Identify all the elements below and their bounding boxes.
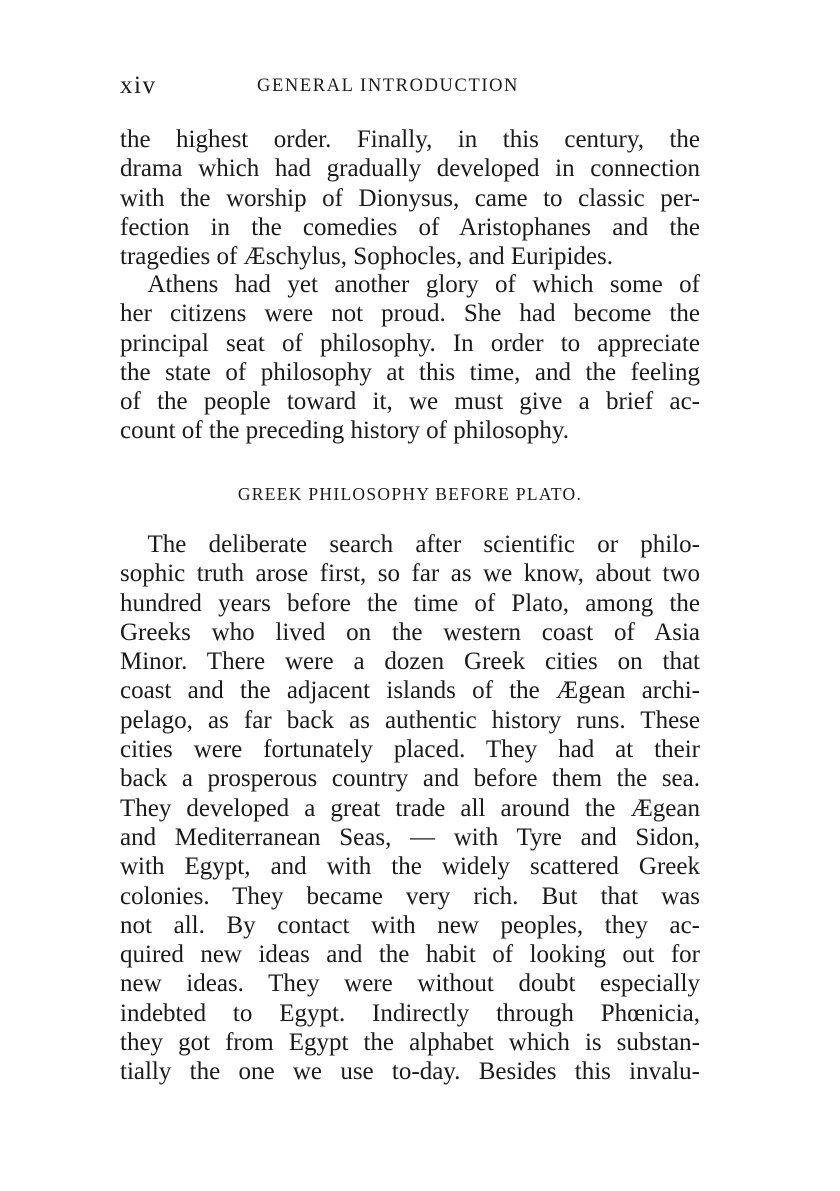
- text-line: with Egypt, and with the widely scattered Greek: [120, 853, 700, 881]
- paragraph-philosophy-seat: [120, 270, 700, 446]
- text-line: Greeks who lived on the western coast of Asia: [120, 618, 700, 646]
- text-line: back a prosperous country and before them the sea.: [120, 765, 700, 793]
- text-line: quired new ideas and the habit of looking out for: [120, 941, 700, 969]
- running-title: GENERAL INTRODUCTION: [257, 76, 520, 96]
- text-line: indebted to Egypt. Indirectly through Phœnicia,: [120, 999, 700, 1027]
- text-line: principal seat of philosophy. In order to appreciate: [120, 329, 700, 357]
- text-line: They developed a great trade all around the Ægean: [120, 794, 700, 822]
- text-line: Athens had yet another glory of which some of: [147, 271, 700, 298]
- text-line: and Mediterranean Seas, — with Tyre and Sidon,: [120, 823, 700, 851]
- text-line: her citizens were not proud. She had become the: [120, 300, 700, 328]
- text-line: tragedies of Æschylus, Sophocles, and Euripides.: [120, 243, 613, 271]
- text-line: hundred years before the time of Plato, among the: [120, 589, 700, 617]
- text-line: new ideas. They were without doubt especially: [120, 970, 700, 998]
- text-line: cities were fortunately placed. They had at their: [120, 736, 700, 764]
- text-line: of the people toward it, we must give a brief ac-: [120, 388, 700, 416]
- text-line: sophic truth arose first, so far as we know, about two: [120, 560, 700, 588]
- text-line: coast and the adjacent islands of the Ægean archi-: [120, 677, 700, 705]
- text-line: colonies. They became very rich. But that was: [120, 882, 700, 910]
- paragraph-greek-philosophy: [120, 530, 700, 1087]
- text-line: The deliberate search after scientific or philo-: [147, 531, 700, 558]
- running-head: [120, 72, 700, 104]
- text-line: they got from Egypt the alphabet which is substan-: [120, 1029, 700, 1057]
- text-line: drama which had gradually developed in connection: [120, 155, 700, 183]
- section-heading: GREEK PHILOSOPHY BEFORE PLATO.: [237, 484, 583, 504]
- paragraph-drama: [120, 125, 700, 271]
- text-line: the highest order. Finally, in this century, the: [120, 126, 700, 153]
- page-number: xiv: [120, 72, 157, 99]
- text-line: pelago, as far back as authentic history runs. These: [120, 706, 700, 734]
- text-line: the state of philosophy at this time, and the feeling: [120, 358, 700, 386]
- text-line: fection in the comedies of Aristophanes and the: [120, 213, 700, 241]
- text-line: not all. By contact with new peoples, they ac-: [120, 911, 700, 939]
- text-line: count of the preceding history of philosophy.: [120, 417, 569, 445]
- text-line: with the worship of Dionysus, came to classic per-: [120, 184, 700, 212]
- text-line: Minor. There were a dozen Greek cities on that: [120, 648, 700, 676]
- text-line: tially the one we use to-day. Besides this invalu-: [120, 1058, 700, 1086]
